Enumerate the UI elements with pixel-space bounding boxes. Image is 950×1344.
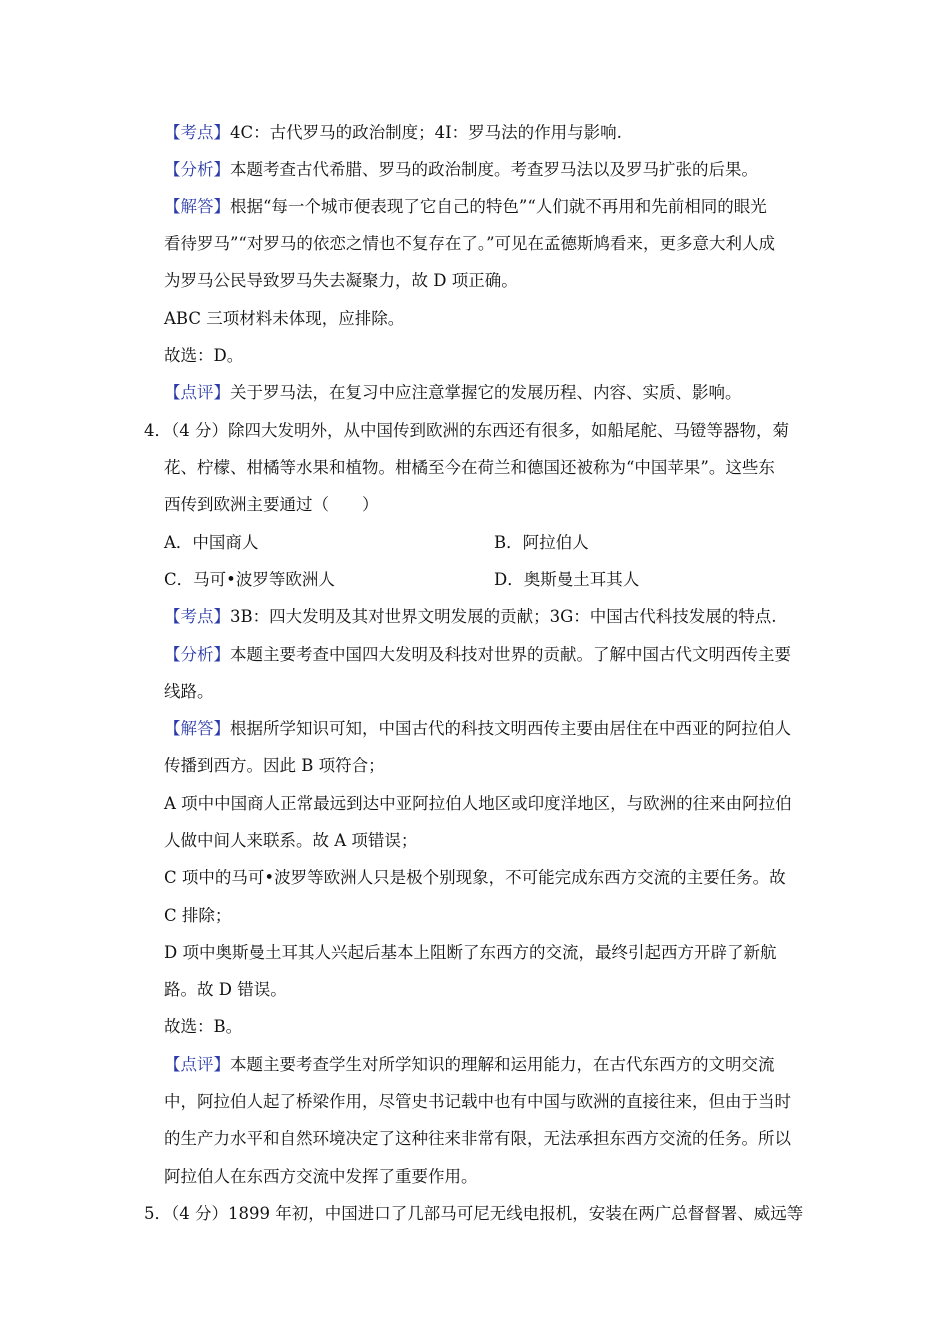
q4-dianping-line-3: 的生产力水平和自然环境决定了这种往来非常有限，无法承担东西方交流的任务。所以 [164,1129,791,1148]
q4-option-d: D．奥斯曼土耳其人 [494,570,640,589]
q5-stem-line-1: 5．（4 分）1899 年初，中国进口了几部马可尼无线电报机，安装在两广总督督署、威远等 [144,1204,804,1223]
tag-jieda: 【解答】 [164,197,230,216]
tag-dianping: 【点评】 [164,383,230,402]
q3-jieda-line-4: ABC 三项材料未体现，应排除。 [164,309,405,328]
q4-dianping-line-4: 阿拉伯人在东西方交流中发挥了重要作用。 [164,1167,478,1186]
q3-jieda-line-1: 【解答】根据“每一个城市便表现了它自己的特色”“人们就不再用和先前相同的眼光 [164,197,767,216]
q4-options-row-1 [164,532,589,554]
q4-jieda-line-5: C 项中的马可•波罗等欧洲人只是极个别现象，不可能完成东西方交流的主要任务。故 [164,868,786,887]
q4-fenxi-line-2: 线路。 [164,682,214,701]
q4-jieda-line-8: 路。故 D 错误。 [164,980,287,999]
tag-jieda: 【解答】 [164,719,230,738]
q4-option-b: B．阿拉伯人 [494,533,589,552]
tag-fenxi: 【分析】 [164,160,230,179]
q4-fenxi-line-1: 【分析】本题主要考查中国四大发明及科技对世界的贡献。了解中国古代文明西传主要 [164,645,791,664]
q4-jieda-line-1: 【解答】根据所学知识可知，中国古代的科技文明西传主要由居住在中西亚的阿拉伯人 [164,719,791,738]
q4-stem-line-1: 4．（4 分）除四大发明外，从中国传到欧洲的东西还有很多，如船尾舵、马镫等器物，菊 [144,421,789,440]
q3-kaodian: 【考点】4C：古代罗马的政治制度；4I：罗马法的作用与影响. [164,123,622,142]
tag-kaodian: 【考点】 [164,607,230,626]
q4-dianping-line-1: 【点评】本题主要考查学生对所学知识的理解和运用能力，在古代东西方的文明交流 [164,1055,775,1074]
q4-option-c: C．马可•波罗等欧洲人 [164,570,335,589]
q4-jieda-line-3: A 项中中国商人正常最远到达中亚阿拉伯人地区或印度洋地区，与欧洲的往来由阿拉伯 [164,794,792,813]
q4-stem-line-2: 花、柠檬、柑橘等水果和植物。柑橘至今在荷兰和德国还被称为“中国苹果”。这些东 [164,458,775,477]
q3-dianping: 【点评】关于罗马法，在复习中应注意掌握它的发展历程、内容、实质、影响。 [164,383,742,402]
q3-jieda-line-3: 为罗马公民导致罗马失去凝聚力，故 D 项正确。 [164,271,518,290]
q4-kaodian: 【考点】3B：四大发明及其对世界文明发展的贡献；3G：中国古代科技发展的特点. [164,607,777,626]
q4-jieda-line-7: D 项中奥斯曼土耳其人兴起后基本上阻断了东西方的交流，最终引起西方开辟了新航 [164,943,777,962]
q4-stem-line-3: 西传到欧洲主要通过（ ） [164,495,379,514]
q3-fenxi: 【分析】本题考查古代希腊、罗马的政治制度。考查罗马法以及罗马扩张的后果。 [164,160,758,179]
tag-dianping: 【点评】 [164,1055,230,1074]
q4-jieda-line-4: 人做中间人来联系。故 A 项错误； [164,831,418,850]
q4-jieda-line-6: C 排除； [164,906,232,925]
tag-fenxi: 【分析】 [164,645,230,664]
q4-option-a: A．中国商人 [164,533,259,552]
q4-dianping-line-2: 中，阿拉伯人起了桥梁作用，尽管史书记载中也有中国与欧洲的直接往来，但由于当时 [164,1092,791,1111]
q3-jieda-line-2: 看待罗马”“对罗马的依恋之情也不复存在了。”可见在孟德斯鸠看来，更多意大利人成 [164,234,776,253]
q4-jieda-line-2: 传播到西方。因此 B 项符合； [164,756,385,775]
tag-kaodian: 【考点】 [164,123,230,142]
q3-answer: 故选：D。 [164,346,244,365]
q4-options-row-2 [164,569,640,591]
q4-answer: 故选：B。 [164,1017,243,1036]
